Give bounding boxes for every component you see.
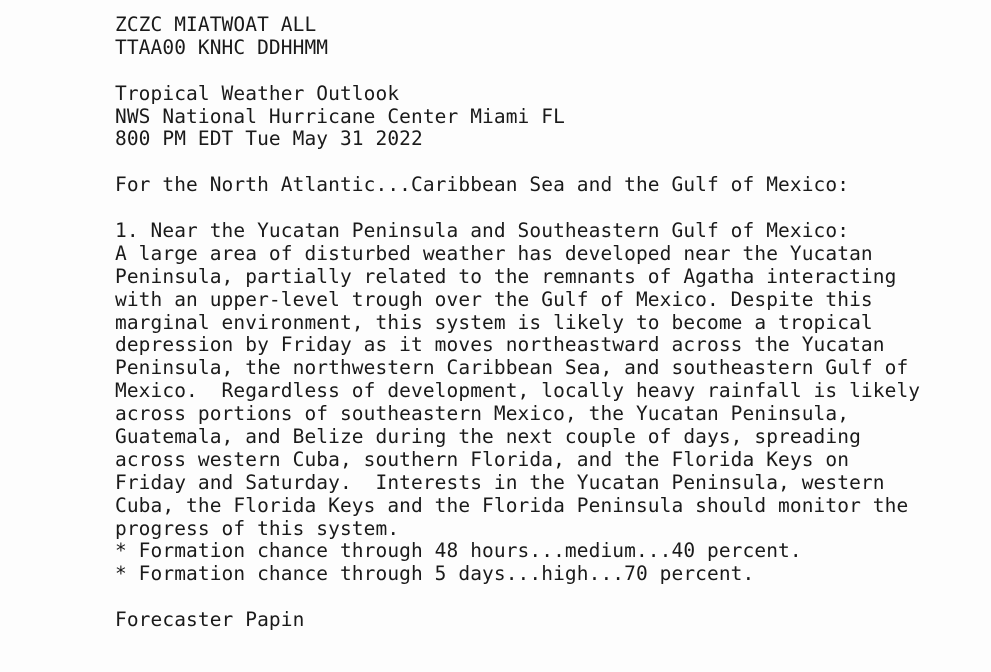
issue-time: 800 PM EDT Tue May 31 2022: [115, 127, 423, 151]
disturbance-heading: 1. Near the Yucatan Peninsula and Southeastern Gulf of Mexico:: [115, 219, 850, 243]
wmo-header-line: ZCZC MIATWOAT ALL: [115, 13, 317, 36]
disturbance-text-line: progress of this system.: [115, 516, 400, 540]
product-title: Tropical Weather Outlook: [115, 81, 400, 105]
formation-chance-5day: * Formation chance through 5 days...high...70 percent.: [115, 562, 755, 586]
tropical-weather-outlook: [115, 14, 975, 632]
disturbance-text-line: Peninsula, partially related to the remnants of Agatha interacting: [115, 264, 897, 288]
region-heading: For the North Atlantic...Caribbean Sea and the Gulf of Mexico:: [115, 173, 850, 197]
formation-chance-48h: * Formation chance through 48 hours...medium...40 percent.: [115, 539, 802, 563]
disturbance-text-line: across western Cuba, southern Florida, and the Florida Keys on: [115, 447, 850, 471]
spacer: [115, 60, 975, 83]
awips-header-line: TTAA00 KNHC DDHHMM: [115, 35, 329, 59]
issuing-office: NWS National Hurricane Center Miami FL: [115, 104, 565, 128]
spacer: [115, 197, 975, 220]
disturbance-text-line: Friday and Saturday. Interests in the Yucatan Peninsula, western: [115, 470, 885, 494]
disturbance-text-line: with an upper-level trough over the Gulf of Mexico. Despite this: [115, 287, 873, 311]
disturbance-text-line: Mexico. Regardless of development, locally heavy rainfall is likely: [115, 379, 921, 403]
disturbance-text-line: Cuba, the Florida Keys and the Florida Peninsula should monitor the: [115, 493, 909, 517]
disturbance-text-line: depression by Friday as it moves northeastward across the Yucatan: [115, 333, 885, 357]
disturbance-text-line: A large area of disturbed weather has developed near the Yucatan: [115, 241, 873, 265]
disturbance-text-line: marginal environment, this system is likely to become a tropical: [115, 310, 873, 334]
forecaster-signature: Forecaster Papin: [115, 608, 305, 632]
disturbance-text-line: Peninsula, the northwestern Caribbean Sea, and southeastern Gulf of: [115, 356, 909, 380]
disturbance-text-line: Guatemala, and Belize during the next couple of days, spreading: [115, 425, 861, 449]
spacer: [115, 151, 975, 174]
spacer: [115, 586, 975, 609]
disturbance-text-line: across portions of southeastern Mexico, the Yucatan Peninsula,: [115, 402, 850, 426]
